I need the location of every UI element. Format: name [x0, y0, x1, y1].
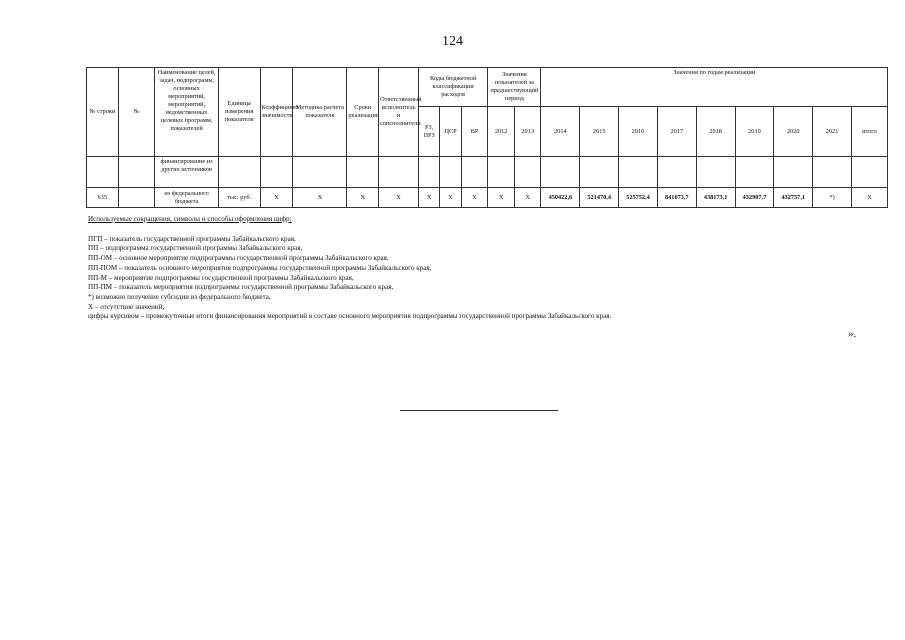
cell-2021: *): [813, 188, 852, 208]
header-year-2019: 2019: [735, 107, 774, 157]
header-year-2021: 2021: [813, 107, 852, 157]
signature-line: [400, 410, 558, 411]
page-number: 124: [442, 34, 463, 49]
header-year-2013: 2013: [514, 107, 541, 157]
header-year-2020: 2020: [774, 107, 813, 157]
cell-unit: тыс. руб.: [218, 188, 260, 208]
legend-line: ПП-ПОМ – показатель основного мероприятия подпрограммы государственной программы Забайкальского края,: [88, 263, 432, 272]
legend-line: ПП-ПМ – показатель мероприятия подпрограммы государственной программы Забайкальского края,: [88, 283, 394, 292]
cell-method: X: [293, 188, 347, 208]
header-responsible: Ответственный исполнитель и соисполнители: [379, 68, 419, 157]
header-year-2012: 2012: [488, 107, 515, 157]
abbreviations-legend: [88, 215, 848, 322]
cell-2013: X: [514, 188, 541, 208]
header-name: Наименование целей, задач, подпрограмм, основных мероприятий, мероприятий, ведомственных целевых программ, показателей: [155, 68, 218, 157]
cell-row-no: 635: [87, 188, 119, 208]
header-csr: ЦСР: [440, 107, 461, 157]
cell-rz: X: [418, 188, 439, 208]
legend-line: Х – отсутствие значений;: [88, 302, 165, 311]
header-year-2015: 2015: [580, 107, 619, 157]
cell-2016: 525752,4: [619, 188, 658, 208]
legend-line: ПГП – показатель государственной программы Забайкальского края,: [88, 234, 296, 243]
header-prev-values: Значения показателей за предшествующий период: [488, 68, 541, 107]
cell-2014: 450422,6: [541, 188, 580, 208]
header-total: итого: [851, 107, 887, 157]
legend-title: Используемые сокращения, символы и способы оформления цифр:: [88, 215, 292, 223]
cell-2019: 432907,7: [735, 188, 774, 208]
header-unit: Единица измерения показателя: [218, 68, 260, 157]
legend-line: ПП-ОМ – основное мероприятие подпрограммы государственной программы Забайкальского края,: [88, 254, 389, 263]
cell-total: X: [851, 188, 887, 208]
cell-name: из федерального бюджета: [155, 188, 218, 208]
cell-csr: X: [440, 188, 461, 208]
cell-2020: 432757,1: [774, 188, 813, 208]
header-years-values: Значения по годам реализации: [541, 68, 888, 107]
header-method: Методика расчета показателя: [293, 68, 347, 157]
header-vr: ВР: [461, 107, 488, 157]
closing-quote: ».: [848, 328, 857, 340]
header-year-2017: 2017: [657, 107, 696, 157]
cell-2018: 438173,1: [696, 188, 735, 208]
cell-terms: X: [347, 188, 379, 208]
legend-line: *) возможно получение субсидии из федерального бюджета,: [88, 292, 271, 301]
indicators-table: [86, 67, 888, 208]
header-year-2018: 2018: [696, 107, 735, 157]
table-row-635: [87, 188, 888, 208]
header-year-2014: 2014: [541, 107, 580, 157]
row-name: финансирование из других источников: [155, 157, 218, 188]
cell-2012: X: [488, 188, 515, 208]
cell-vr: X: [461, 188, 488, 208]
header-year-2016: 2016: [619, 107, 658, 157]
cell-responsible: X: [379, 188, 419, 208]
table-row-other-sources: [87, 157, 888, 188]
cell-no: [118, 188, 155, 208]
cell-coef: X: [260, 188, 293, 208]
header-rz: РЗ, ПРЗ: [418, 107, 439, 157]
legend-line: ПП – подпрограмма государственной программы Забайкальского края,: [88, 244, 303, 253]
legend-line: ПП-М – мероприятие подпрограммы государственной программы Забайкальского края,: [88, 273, 354, 282]
header-no: №: [118, 68, 155, 157]
header-terms: Сроки реализации: [347, 68, 379, 157]
cell-2015: 521470,4: [580, 188, 619, 208]
header-row-1: [87, 68, 888, 107]
header-budget-codes: Коды бюджетной классификации расходов: [418, 68, 487, 107]
legend-line: цифры курсивом – промежуточные итоги финансирования мероприятий в составе основного мероприятия подпрограммы государственной программы Забайкальского края.: [88, 312, 612, 321]
header-row-no: № строки: [87, 68, 119, 157]
cell-2017: 841073,7: [657, 188, 696, 208]
header-coef: Коэффициент значимости: [260, 68, 293, 157]
